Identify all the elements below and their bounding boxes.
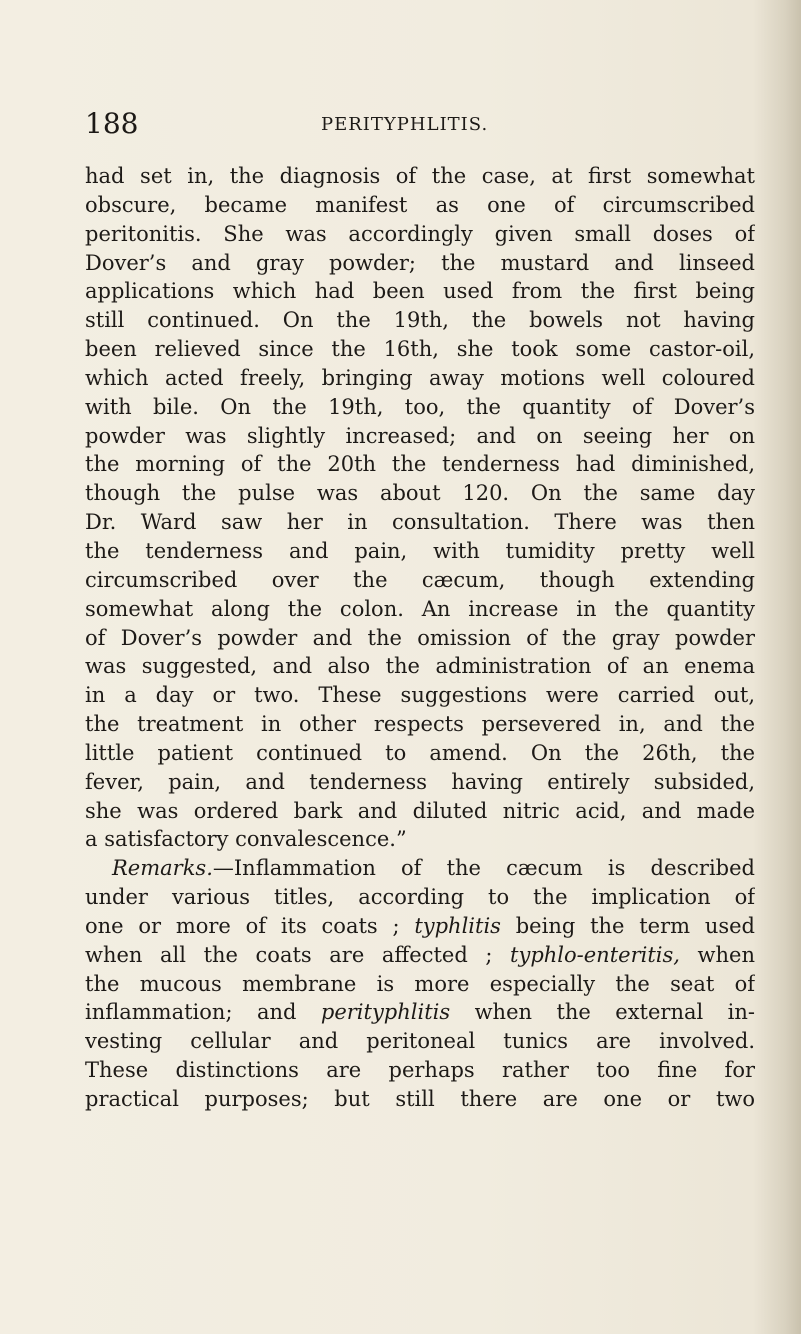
- text-line: fever, pain, and tenderness having entirely subsided,: [85, 769, 755, 794]
- text-line: been relieved since the 16th, she took some castor-oil,: [85, 337, 755, 362]
- remarks-text: when the external in-: [450, 1000, 755, 1025]
- text-line: powder was slightly increased; and on seeing her on: [85, 423, 755, 448]
- remarks-text: when all the coats are affected ;: [85, 942, 511, 967]
- text-line: was suggested, and also the administration of an enema: [85, 654, 755, 679]
- text-line: which acted freely, bringing away motions well coloured: [85, 365, 755, 390]
- text-line: applications which had been used from the first being: [85, 279, 755, 304]
- term-typhlo-enteritis: typhlo-enteritis,: [510, 942, 680, 967]
- body-text: [85, 162, 755, 1114]
- text-line: the morning of the 20th the tenderness had diminished,: [85, 452, 755, 477]
- remarks-line: the mucous membrane is more especially the seat of: [85, 971, 755, 996]
- text-line: somewhat along the colon. An increase in the quantity: [85, 596, 755, 621]
- remarks-text: being the term used: [500, 913, 755, 938]
- page-header: [85, 106, 755, 142]
- text-line: peritonitis. She was accordingly given small doses of: [85, 221, 755, 246]
- text-line: the tenderness and pain, with tumidity pretty well: [85, 538, 755, 563]
- text-line: still continued. On the 19th, the bowels not having: [85, 308, 755, 333]
- text-line: with bile. On the 19th, too, the quantity of Dover’s: [85, 394, 755, 419]
- remarks-line: vesting cellular and peritoneal tunics are involved.: [85, 1029, 755, 1054]
- text-line: in a day or two. These suggestions were carried out,: [85, 683, 755, 708]
- text-line: little patient continued to amend. On the 26th, the: [85, 740, 755, 765]
- text-line: though the pulse was about 120. On the same day: [85, 481, 755, 506]
- text-line: she was ordered bark and diluted nitric acid, and made: [85, 798, 755, 823]
- text-line: the treatment in other respects persevered in, and the: [85, 712, 755, 737]
- page-number: 188: [85, 107, 139, 140]
- remarks-line: under various titles, according to the implication of: [85, 885, 755, 910]
- text-line: had set in, the diagnosis of the case, at first somewhat: [85, 164, 755, 188]
- term-typhlitis: typhlitis: [414, 913, 501, 938]
- text-line: Dover’s and gray powder; the mustard and linseed: [85, 250, 755, 275]
- text-line: obscure, became manifest as one of circumscribed: [85, 192, 755, 217]
- remarks-line: [85, 854, 755, 883]
- remarks-line: [85, 912, 755, 941]
- text-line: Dr. Ward saw her in consultation. There was then: [85, 510, 755, 535]
- remarks-line: practical purposes; but still there are one or two: [85, 1087, 755, 1111]
- remarks-label: Remarks.: [112, 856, 213, 881]
- running-head: PERITYPHLITIS.: [321, 114, 489, 135]
- text-line: of Dover’s powder and the omission of the gray powder: [85, 625, 755, 650]
- remarks-line: These distinctions are perhaps rather too fine for: [85, 1058, 755, 1083]
- remarks-text: one or more of its coats ;: [85, 913, 415, 938]
- term-perityphlitis: perityphlitis: [320, 1000, 451, 1025]
- remarks-text: —Inflammation of the cæcum is described: [212, 856, 755, 881]
- remarks-line: [85, 941, 755, 970]
- remarks-text: inflammation; and: [85, 1000, 321, 1025]
- text-line: a satisfactory convalescence.”: [85, 827, 407, 852]
- remarks-text: when: [679, 942, 755, 967]
- text-line: circumscribed over the cæcum, though extending: [85, 567, 755, 592]
- remarks-line: [85, 998, 755, 1027]
